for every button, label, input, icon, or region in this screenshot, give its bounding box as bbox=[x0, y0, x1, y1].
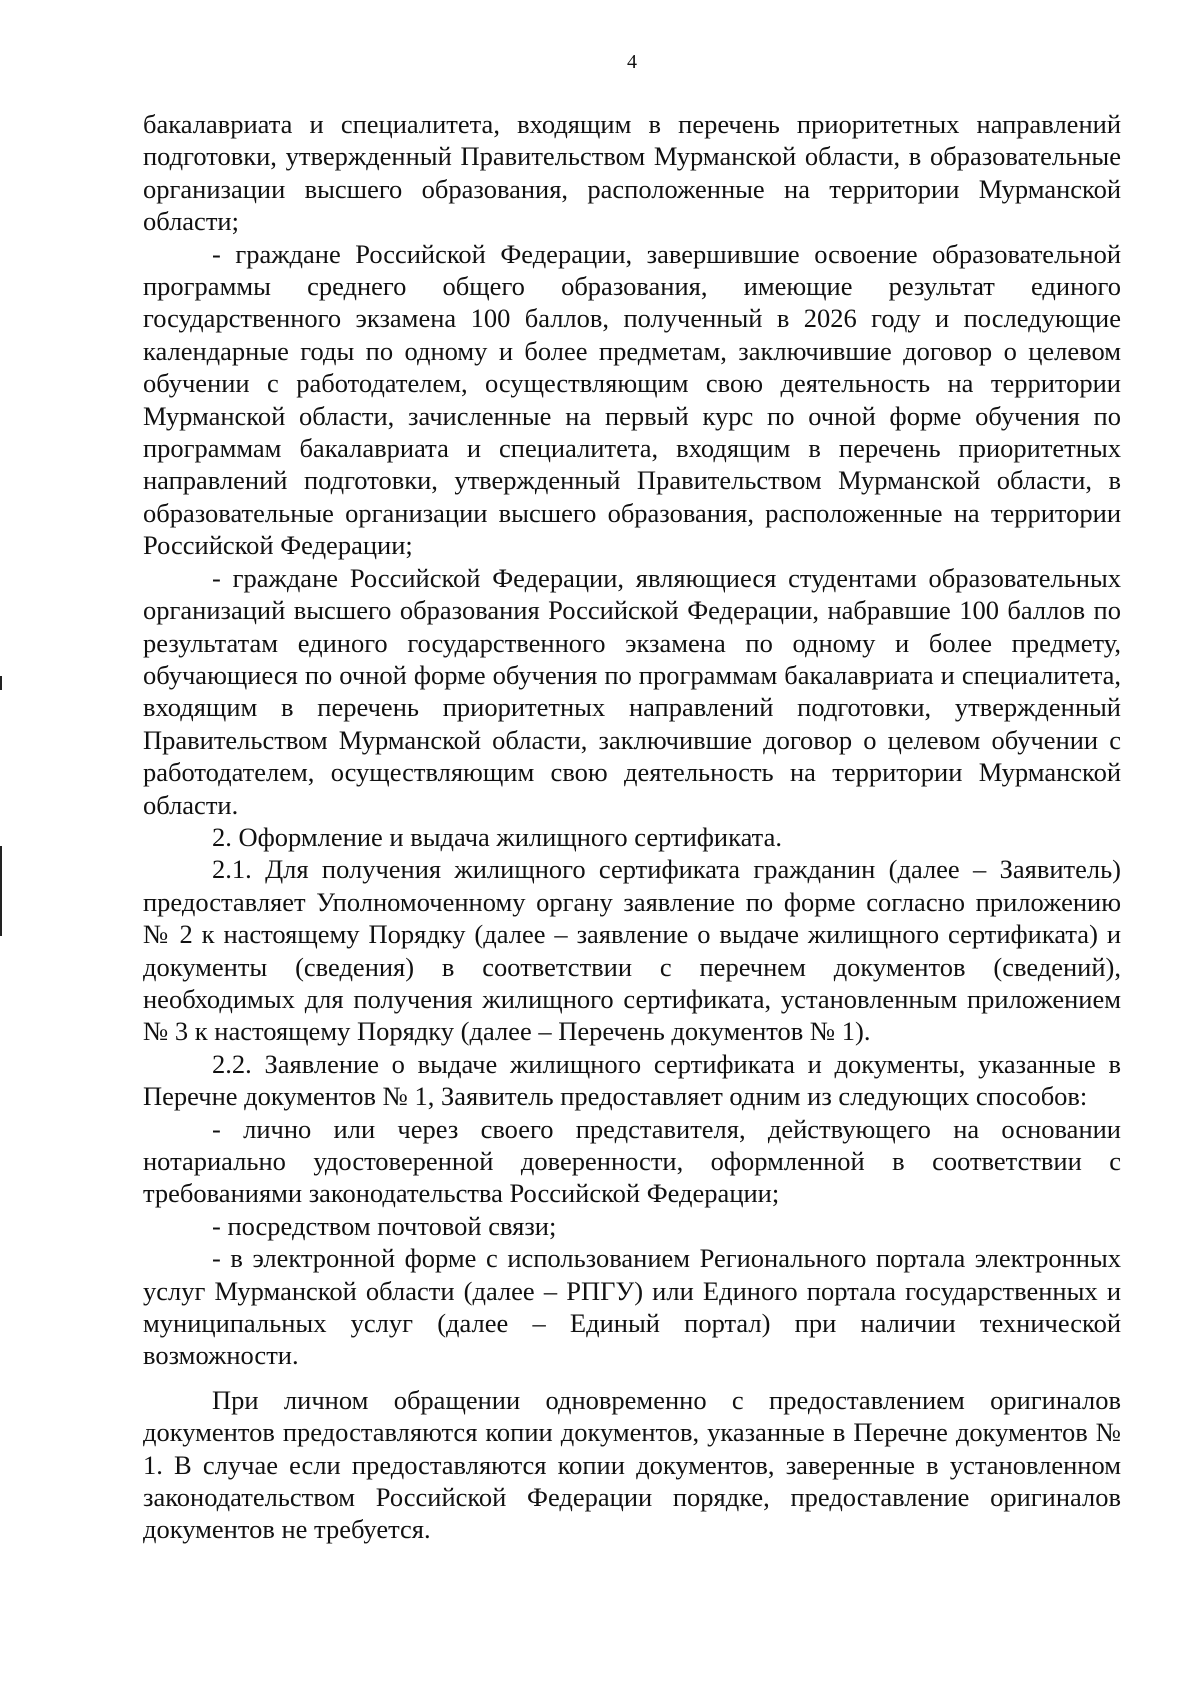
paragraph: бакалавриата и специалитета, входящим в перечень приоритетных направлений подготовки, утвержденный Правительством Мурманской области, в образовательные организации высшего образования, расположенные на территории Мурманской области; bbox=[143, 109, 1121, 237]
list-item-paragraph: - лично или через своего представителя, действующего на основании нотариально удостоверенной доверенности, оформленной в соответствии с требованиями законодательства Российской Федерации; bbox=[143, 1113, 1121, 1209]
scan-margin-mark bbox=[0, 676, 2, 690]
paragraph: 2.1. Для получения жилищного сертификата гражданин (далее – Заявитель) предоставляет Уполномоченному органу заявление по форме согласно приложению № 2 к настоящему Порядку (далее – заявление о выдаче жилищного сертификата) и документы (сведения) в соответствии с перечнем документов (сведений), необходимых для получения жилищного сертификата, установленным приложением № 3 к настоящему Порядку (далее – Перечень документов № 1). bbox=[143, 854, 1121, 1047]
document-body bbox=[143, 108, 1121, 1546]
list-item-paragraph: - посредством почтовой связи; bbox=[212, 1210, 557, 1241]
scan-margin-mark bbox=[0, 846, 2, 936]
list-item-paragraph: - граждане Российской Федерации, являющиеся студентами образовательных организаций высшего образования Российской Федерации, набравшие 100 баллов по результатам единого государственного экзамена по одному и более предмету, обучающиеся по очной форме обучения по программам бакалавриата и специалитета, входящим в перечень приоритетных направлений подготовки, утвержденный Правительством Мурманской области, заключившие договор о целевом обучении с работодателем, осуществляющим свою деятельность на территории Мурманской области. bbox=[143, 562, 1121, 820]
paragraph: 2.2. Заявление о выдаче жилищного сертификата и документы, указанные в Перечне документов № 1, Заявитель предоставляет одним из следующих способов: bbox=[143, 1048, 1121, 1112]
section-heading: 2. Оформление и выдача жилищного сертификата. bbox=[212, 821, 782, 852]
paragraph: При личном обращении одновременно с предоставлением оригиналов документов предоставляются копии документов, указанные в Перечне документов № 1. В случае если предоставляются копии документов, заверенные в установленном законодательством Российской Федерации порядке, предоставление оригиналов документов не требуется. bbox=[143, 1384, 1121, 1545]
list-item-paragraph: - граждане Российской Федерации, завершившие освоение образовательной программы среднего общего образования, имеющие результат единого государственного экзамена 100 баллов, полученный в 2026 году и последующие календарные годы по одному и более предметам, заключившие договор о целевом обучении с работодателем, осуществляющим свою деятельность на территории Мурманской области, зачисленные на первый курс по очной форме обучения по программам бакалавриата и специалитета, входящим в перечень приоритетных направлений подготовки, утвержденный Правительством Мурманской области, в образовательные организации высшего образования, расположенные на территории Российской Федерации; bbox=[143, 238, 1121, 561]
page-number: 4 bbox=[627, 51, 637, 73]
list-item-paragraph: - в электронной форме с использованием Регионального портала электронных услуг Мурманской области (далее – РПГУ) или Единого портала государственных и муниципальных услуг (далее – Единый портал) при наличии технической возможности. bbox=[143, 1243, 1121, 1371]
